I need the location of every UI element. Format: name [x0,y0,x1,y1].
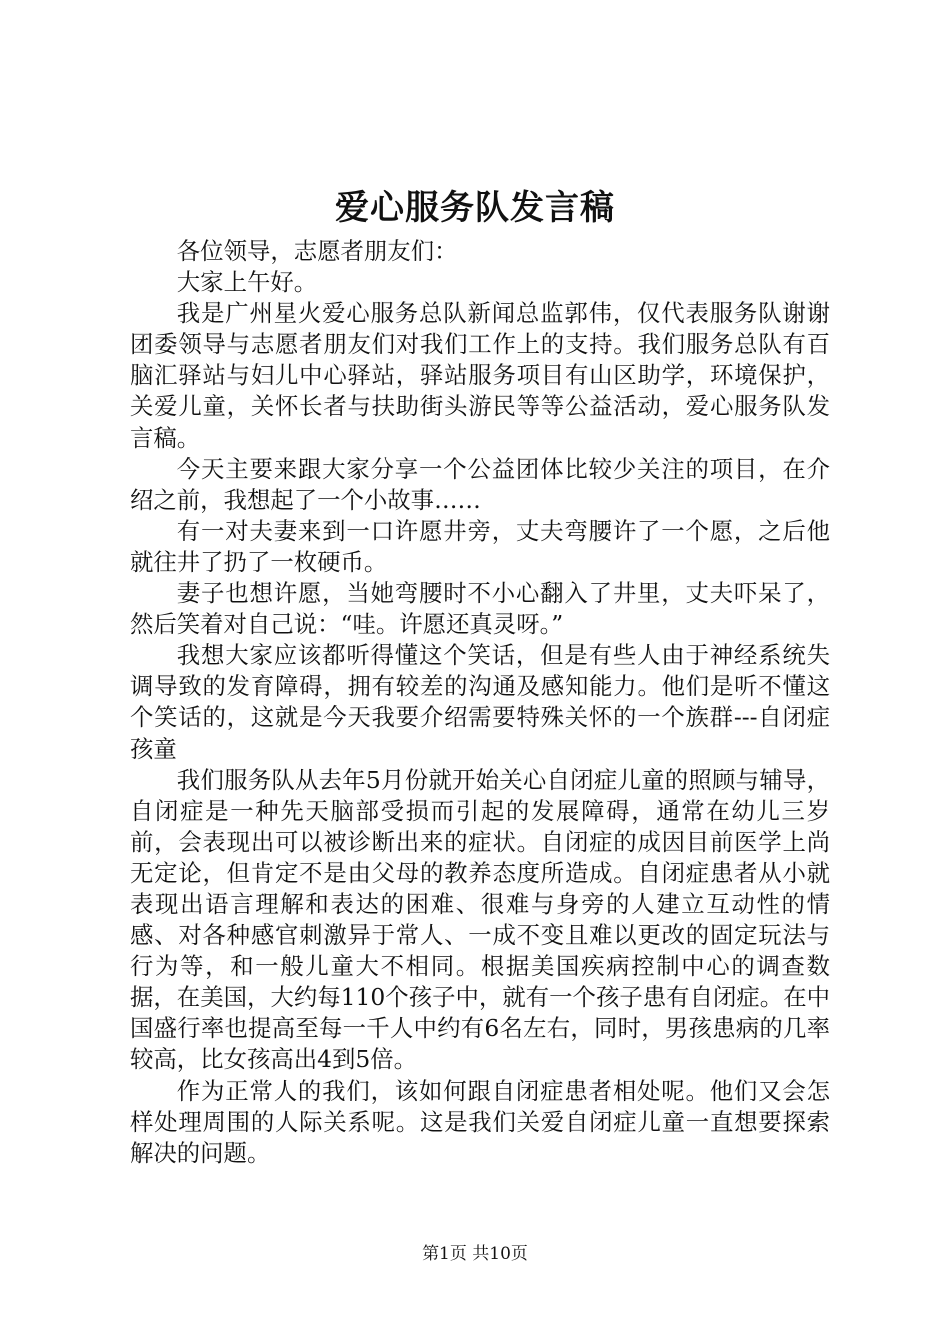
page-number-footer: 第1页 共10页 [422,1244,528,1264]
paragraph-topic: 今天主要来跟大家分享一个公益团体比较少关注的项目，在介绍之前，我想起了一个小故事…… [130,454,830,514]
paragraph-autism-facts: 我们服务队从去年5月份就开始关心自闭症儿童的照顾与辅导，自闭症是一种先天脑部受损而引起的发展障碍，通常在幼儿三岁前，会表现出可以被诊断出来的症状。自闭症的成因目前医学上尚无定论，但肯定不是由父母的教养态度所造成。自闭症患者从小就表现出语言理解和表达的困难、很难与身旁的人建立互动性的情感、对各种感官刺激异于常人、一成不变且难以更改的固定玩法与行为等，和一般儿童大不相同。根据美国疾病控制中心的调查数据，在美国，大约每110个孩子中，就有一个孩子患有自闭症。在中国盛行率也提高至每一千人中约有6名左右，同时，男孩患病的几率较高，比女孩高出4到5倍。 [130,765,830,1074]
document-body [130,236,830,1169]
paragraph-autism-group: 我想大家应该都听得懂这个笑话，但是有些人由于神经系统失调导致的发育障碍，拥有较差的沟通及感知能力。他们是听不懂这个笑话的，这就是今天我要介绍需要特殊关怀的一个族群---自闭症孩童 [130,641,830,763]
document-title: 爱心服务队发言稿 [335,188,615,228]
paragraph-question: 作为正常人的我们，该如何跟自闭症患者相处呢。他们又会怎样处理周围的人际关系呢。这是我们关爱自闭症儿童一直想要探索解决的问题。 [130,1076,830,1167]
paragraph-introduction: 我是广州星火爱心服务总队新闻总监郭伟，仅代表服务队谢谢团委领导与志愿者朋友们对我们工作上的支持。我们服务总队有百脑汇驿站与妇儿中心驿站，驿站服务项目有山区助学，环境保护，关爱儿童，关怀长者与扶助街头游民等等公益活动，爱心服务队发言稿。 [130,299,830,452]
paragraph-good-morning: 大家上午好。 [176,268,318,297]
paragraph-greeting: 各位领导，志愿者朋友们： [176,237,458,265]
paragraph-story-wife: 妻子也想许愿，当她弯腰时不小心翻入了井里，丈夫吓呆了，然后笑着对自己说：“哇。许愿还真灵呀。” [130,579,830,639]
paragraph-story-husband: 有一对夫妻来到一口许愿井旁，丈夫弯腰许了一个愿，之后他就往井了扔了一枚硬币。 [130,516,830,576]
